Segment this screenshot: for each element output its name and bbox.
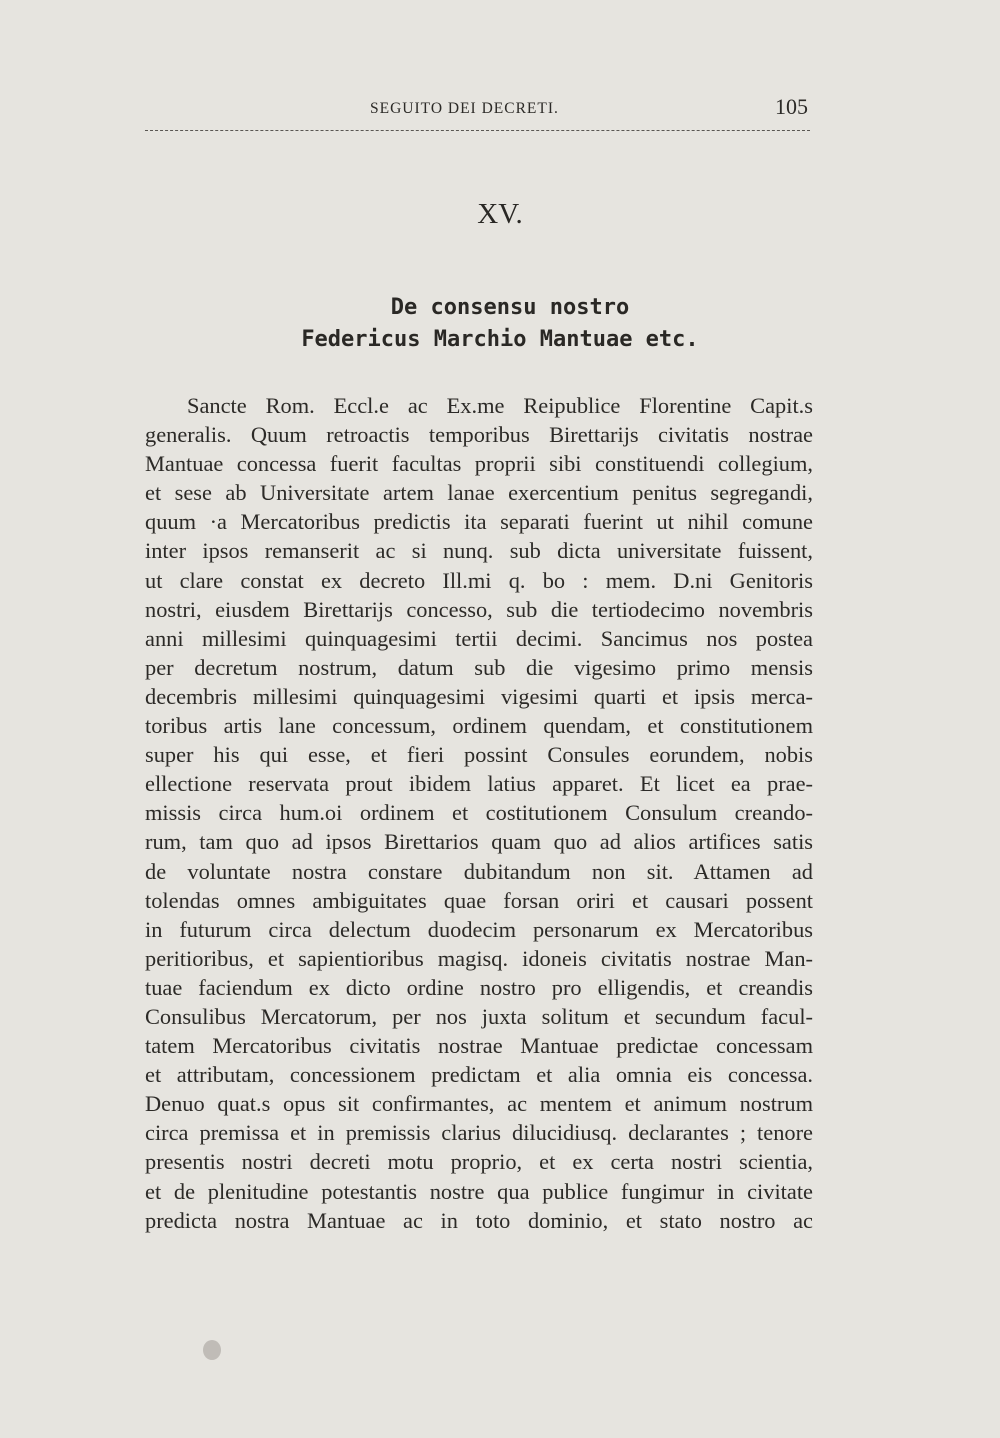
text-line: in futurum circa delectum duodecim personarum ex Mercatoribus (145, 916, 813, 942)
text-line: super his qui esse, et fieri possint Consules eorundem, nobis (145, 742, 813, 768)
text-line: nostri, eiusdem Birettarijs concesso, sub die tertiodecimo novembris (145, 596, 813, 622)
text-line: ellectione reservata prout ibidem latius apparet. Et licet ea prae- (145, 771, 813, 797)
text-line: Denuo quat.s opus sit confirmantes, ac mentem et animum nostrum (145, 1091, 813, 1117)
text-line: Mantuae concessa fuerit facultas proprii sibi constituendi collegium, (145, 451, 813, 477)
page-number: 105 (775, 94, 808, 119)
text-line: Sancte Rom. Eccl.e ac Ex.me Reipublice Florentine Capit.s (187, 393, 813, 418)
text-line: et de plenitudine potestantis nostre qua publice fungimur in civitate (145, 1178, 813, 1204)
heading-line-1: De consensu nostro (390, 295, 630, 320)
text-line: tatem Mercatoribus civitatis nostrae Mantuae predictae concessam (145, 1033, 813, 1059)
text-line: quum ·a Mercatoribus predictis ita separati fuerint ut nihil comune (145, 509, 813, 535)
heading-line-2: Federicus Marchio Mantuae etc. (301, 327, 699, 352)
text-line: per decretum nostrum, datum sub die vigesimo primo mensis (145, 654, 813, 680)
text-line: et sese ab Universitate artem lanae exercentium penitus segregandi, (145, 480, 813, 506)
section-heading (0, 292, 1000, 356)
text-line: generalis. Quum retroactis temporibus Birettarijs civitatis nostrae (145, 422, 813, 448)
text-line: ut clare constat ex decreto Ill.mi q. bo : mem. D.ni Genitoris (145, 567, 813, 593)
text-line: missis circa hum.oi ordinem et costitutionem Consulum creando- (145, 800, 813, 826)
text-line: circa premissa et in premissis clarius dilucidiusq. declarantes ; tenore (145, 1120, 813, 1146)
text-line: et attributam, concessionem predictam et alia omnia eis concessa. (145, 1062, 813, 1088)
text-line: predicta nostra Mantuae ac in toto dominio, et stato nostro ac (145, 1207, 813, 1233)
text-line: tolendas omnes ambiguitates quae forsan oriri et causari possent (145, 887, 813, 913)
text-line: anni millesimi quinquagesimi tertii decimi. Sancimus nos postea (145, 625, 813, 651)
text-line: presentis nostri decreti motu proprio, et ex certa nostri scientia, (145, 1149, 813, 1175)
text-line: inter ipsos remanserit ac si nunq. sub dicta universitate fuissent, (145, 538, 813, 564)
text-line: toribus artis lane concessum, ordinem quendam, et constitutionem (145, 713, 813, 739)
section-number: XV. (477, 198, 523, 230)
text-line: decembris millesimi quinquagesimi vigesimi quarti et ipsis merca- (145, 683, 813, 709)
text-line: rum, tam quo ad ipsos Birettarios quam quo ad alios artifices satis (145, 829, 813, 855)
text-line: Consulibus Mercatorum, per nos juxta solitum et secundum facul- (145, 1003, 813, 1029)
text-line: de voluntate nostra constare dubitandum non sit. Attamen ad (145, 858, 813, 884)
text-line: tuae faciendum ex dicto ordine nostro pro elligendis, et creandis (145, 974, 813, 1000)
ink-smudge (203, 1340, 221, 1360)
running-title: SEGUITO DEI DECRETI. (370, 100, 559, 117)
header-rule (145, 130, 810, 131)
running-head (145, 92, 810, 128)
body-text (145, 391, 813, 1235)
text-line: peritioribus, et sapientioribus magisq. idoneis civitatis nostrae Man- (145, 945, 813, 971)
